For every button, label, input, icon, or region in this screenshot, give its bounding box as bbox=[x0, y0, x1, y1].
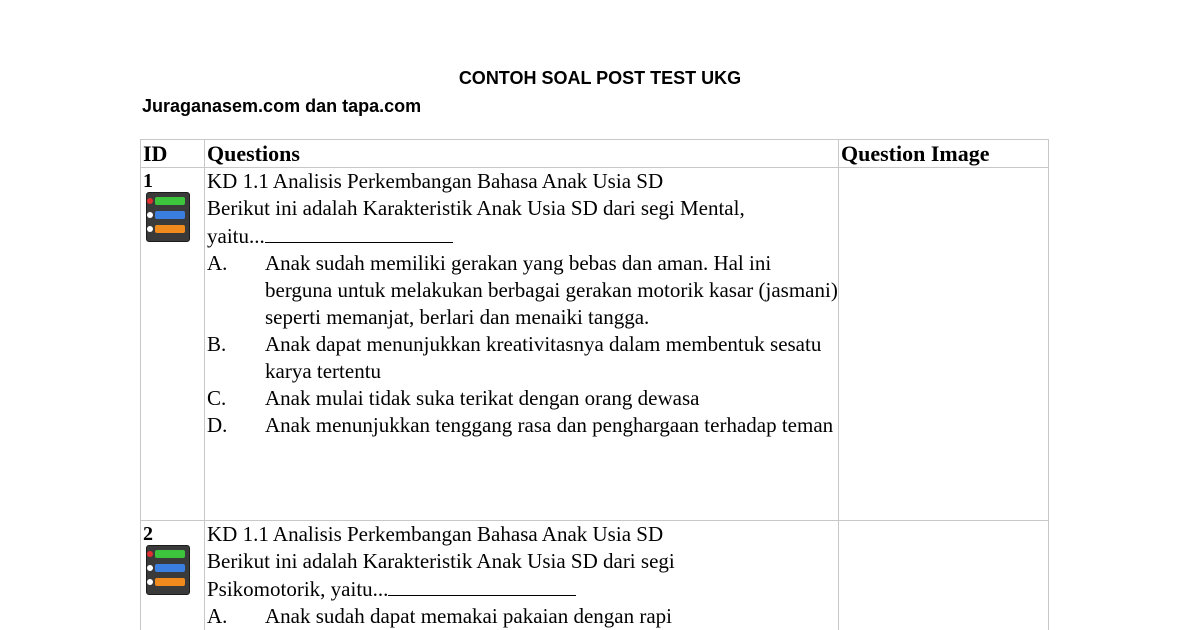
header-id: ID bbox=[141, 140, 205, 168]
option-d: D. Anak menunjukkan tenggang rasa dan penghargaan terhadap teman bbox=[207, 413, 834, 437]
id-cell bbox=[141, 168, 205, 521]
document-title: CONTOH SOAL POST TEST UKG bbox=[458, 68, 742, 88]
question-image-cell bbox=[839, 168, 1049, 521]
question-kd: KD 1.1 Analisis Perkembangan Bahasa Anak Usia SD bbox=[207, 169, 664, 193]
answer-blank bbox=[388, 575, 576, 596]
option-c: C. Anak mulai tidak suka terikat dengan orang dewasa bbox=[207, 386, 700, 410]
table-header-row bbox=[141, 140, 1049, 168]
question-stem-end: Psikomotorik, yaitu... bbox=[207, 575, 838, 603]
option-a: A. Anak sudah memiliki gerakan yang bebas dan aman. Hal ini berguna untuk melakukan berbagai gerakan motorik kasar (jasmani) seperti memanjat, berlari dan menaiki tangga. bbox=[207, 251, 838, 329]
option-a: A. Anak sudah dapat memakai pakaian dengan rapi bbox=[207, 604, 673, 628]
question-cell bbox=[205, 168, 839, 521]
question-stem-end: yaitu... bbox=[207, 222, 838, 250]
questions-table bbox=[140, 139, 1049, 630]
table-row bbox=[141, 168, 1049, 521]
option-b: B. Anak dapat menunjukkan kreativitasnya dalam membentuk sesatu karya tertentu bbox=[207, 332, 822, 383]
header-questions: Questions bbox=[205, 140, 839, 168]
list-icon bbox=[143, 545, 189, 595]
table-row bbox=[141, 521, 1049, 630]
list-icon bbox=[143, 192, 189, 242]
question-kd: KD 1.1 Analisis Perkembangan Bahasa Anak Usia SD bbox=[207, 522, 664, 546]
question-stem: Berikut ini adalah Karakteristik Anak Usia SD dari segi Mental, bbox=[207, 196, 745, 220]
id-cell bbox=[141, 521, 205, 630]
answer-blank bbox=[265, 222, 453, 243]
question-cell bbox=[205, 521, 839, 630]
question-id: 1 bbox=[143, 170, 153, 192]
header-question-image: Question Image bbox=[839, 140, 1049, 168]
question-id: 2 bbox=[143, 523, 153, 545]
document-subtitle: Juraganasem.com dan tapa.com bbox=[142, 96, 422, 116]
question-image-cell bbox=[839, 521, 1049, 630]
question-stem: Berikut ini adalah Karakteristik Anak Usia SD dari segi bbox=[207, 549, 675, 573]
